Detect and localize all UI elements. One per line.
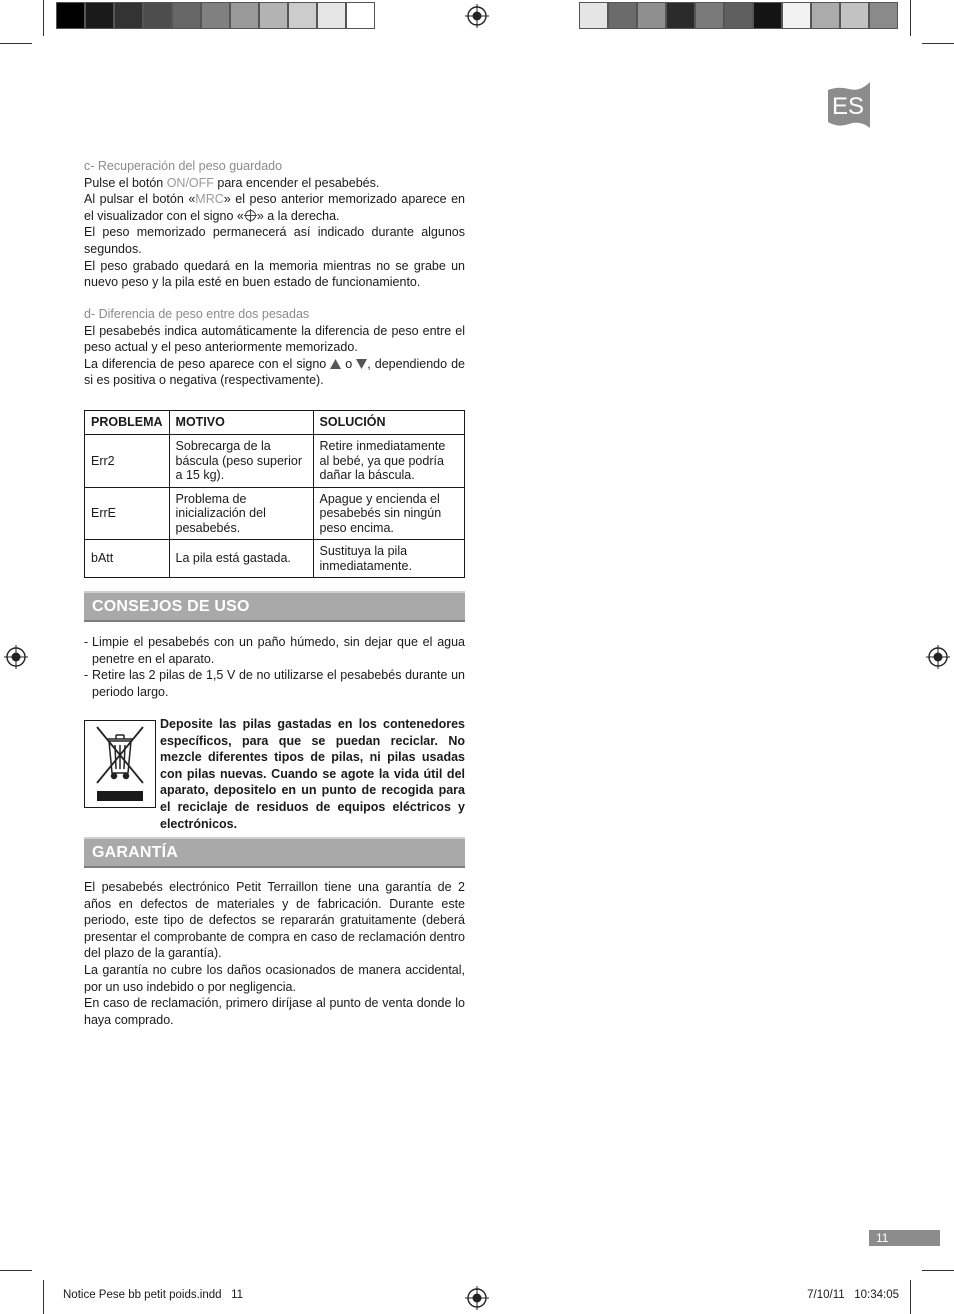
section-c-paragraph (84, 191, 465, 224)
table-cell: ErrE (85, 487, 170, 540)
crosshair-icon (244, 209, 257, 222)
color-swatch (143, 2, 172, 29)
registration-mark-icon (926, 645, 950, 669)
color-bar-left (56, 0, 376, 31)
registration-mark-icon (465, 4, 489, 28)
color-swatch (753, 2, 782, 29)
registration-mark-icon (465, 1286, 489, 1310)
table-row (85, 540, 465, 578)
text: para encender el pesabebés. (213, 175, 380, 190)
list-item-text: Retire las 2 pilas de 1,5 V de no utilizarse el pesabebés durante un periodo largo. (92, 668, 465, 699)
color-swatch (608, 2, 637, 29)
color-swatch (114, 2, 143, 29)
crop-mark (0, 43, 32, 44)
consejos-list (84, 634, 465, 700)
crop-mark (0, 1270, 32, 1271)
table-header-row (85, 411, 465, 435)
text: » a la derecha. (256, 208, 340, 223)
column-header: PROBLEMA (85, 411, 170, 435)
section-c-paragraph: El peso memorizado permanecerá así indicado durante algunos segundos. (84, 225, 465, 256)
crop-mark (43, 0, 44, 36)
section-c-paragraph: El peso grabado quedará en la memoria mientras no se grabe un nuevo peso y la pila esté en buen estado de funcionamiento. (84, 258, 465, 290)
table-cell: La pila está gastada. (169, 540, 313, 578)
color-swatch (666, 2, 695, 29)
column-header: MOTIVO (169, 411, 313, 435)
recycle-bin-crossed-icon (85, 721, 155, 807)
text: La diferencia de peso aparece con el signo (84, 356, 331, 371)
footer-file-name: Notice Pese bb petit poids.indd 11 (63, 1289, 244, 1301)
color-bar-right (579, 0, 899, 31)
text: o (341, 356, 357, 371)
color-swatch (811, 2, 840, 29)
garantia-paragraph: En caso de reclamación, primero diríjase al punto de venta donde lo haya comprado. (84, 996, 465, 1027)
crop-mark (910, 1280, 911, 1314)
color-swatch (288, 2, 317, 29)
table-cell: Sustituya la pila inmediatamente. (313, 540, 464, 578)
table-cell: Apague y encienda el pesabebés sin ningún peso encima. (313, 487, 464, 540)
color-swatch (85, 2, 114, 29)
section-d-heading: d- Diferencia de peso entre dos pesadas (84, 307, 310, 321)
color-swatch (695, 2, 724, 29)
color-swatch (637, 2, 666, 29)
language-tab-label: ES (831, 93, 865, 120)
crop-mark (43, 1280, 44, 1314)
section-d-paragraph: El pesabebés indica automáticamente la diferencia de peso entre el peso actual y el peso anteriormente memorizado. (84, 323, 465, 355)
crop-mark (910, 0, 911, 36)
crop-mark (922, 43, 954, 44)
color-swatch (346, 2, 375, 29)
color-swatch (201, 2, 230, 29)
list-item-text: Limpie el pesabebés con un paño húmedo, sin dejar que el agua penetre en el aparato. (92, 635, 465, 666)
section-c-paragraph (84, 175, 465, 192)
garantia-paragraph: La garantía no cubre los daños ocasionados de manera accidental, por un uso indebido o por negligencia. (84, 962, 465, 994)
text: Al pulsar el botón « (84, 192, 196, 207)
table-cell: bAtt (85, 540, 170, 578)
color-swatch (259, 2, 288, 29)
color-swatch (782, 2, 811, 29)
table-cell: Err2 (85, 435, 170, 488)
color-swatch (172, 2, 201, 29)
color-swatch (869, 2, 898, 29)
color-swatch (840, 2, 869, 29)
table-cell: Sobrecarga de la báscula (peso superior a 15 kg). (169, 435, 313, 488)
page-number: 11 (869, 1230, 940, 1246)
table-cell: Retire inmediatamente al bebé, ya que podría dañar la báscula. (313, 435, 464, 488)
triangle-down-icon (356, 359, 367, 369)
section-c-heading: c- Recuperación del peso guardado (84, 159, 283, 173)
triangle-up-icon (330, 359, 341, 369)
recycle-symbol (84, 720, 156, 808)
mrc-button-label: MRC (195, 192, 224, 207)
list-item: - Retire las 2 pilas de 1,5 V de no utilizarse el pesabebés durante un periodo largo. (84, 668, 465, 699)
color-swatch (230, 2, 259, 29)
text: , dependiendo de si es positiva o negativa (respectivamente). (84, 356, 466, 388)
color-swatch (579, 2, 608, 29)
section-d-paragraph (84, 356, 465, 389)
text: Pulse el botón (84, 175, 167, 190)
color-swatch (317, 2, 346, 29)
footer-timestamp: 7/10/11 10:34:05 (807, 1289, 899, 1301)
table-cell: Problema de inicialización del pesabebés. (169, 487, 313, 540)
on-off-button-label: ON/OFF (166, 175, 214, 190)
column-header: SOLUCIÓN (313, 411, 464, 435)
table-row (85, 435, 465, 488)
registration-mark-icon (4, 645, 28, 669)
color-swatch (724, 2, 753, 29)
color-swatch (56, 2, 85, 29)
table-row (85, 487, 465, 540)
section-d (84, 306, 465, 389)
crop-mark (922, 1270, 954, 1271)
garantia-text (84, 879, 465, 1028)
text: » el peso anterior memorizado aparece en el visualizador con el signo « (84, 192, 466, 223)
garantia-paragraph: El pesabebés electrónico Petit Terraillon tiene una garantía de 2 años en defectos de materiales y de fabricación. Durante este periodo, este tipo de defectos se repararán gratuitamente (deberá presentar el comprobante de compra en caso de reclamación dentro del plazo de la garantía). (84, 880, 465, 961)
section-title-garantia: GARANTÍA (84, 837, 465, 868)
list-item: - Limpie el pesabebés con un paño húmedo, sin dejar que el agua penetre en el aparato. (84, 635, 465, 666)
recycle-notice: Deposite las pilas gastadas en los contenedores específicos, para que se puedan reciclar. No mezcle diferentes tipos de pilas, ni pilas usadas con pilas nuevas. Cuando se agote la vida útil del aparato, depositelo en un punto de recogida para el reciclaje de residuos de equipos eléctricos y electrónicos. (160, 717, 465, 831)
troubleshooting-table (84, 410, 465, 578)
section-c (84, 158, 465, 291)
language-tab (828, 82, 870, 128)
section-title-consejos: CONSEJOS DE USO (84, 591, 465, 622)
